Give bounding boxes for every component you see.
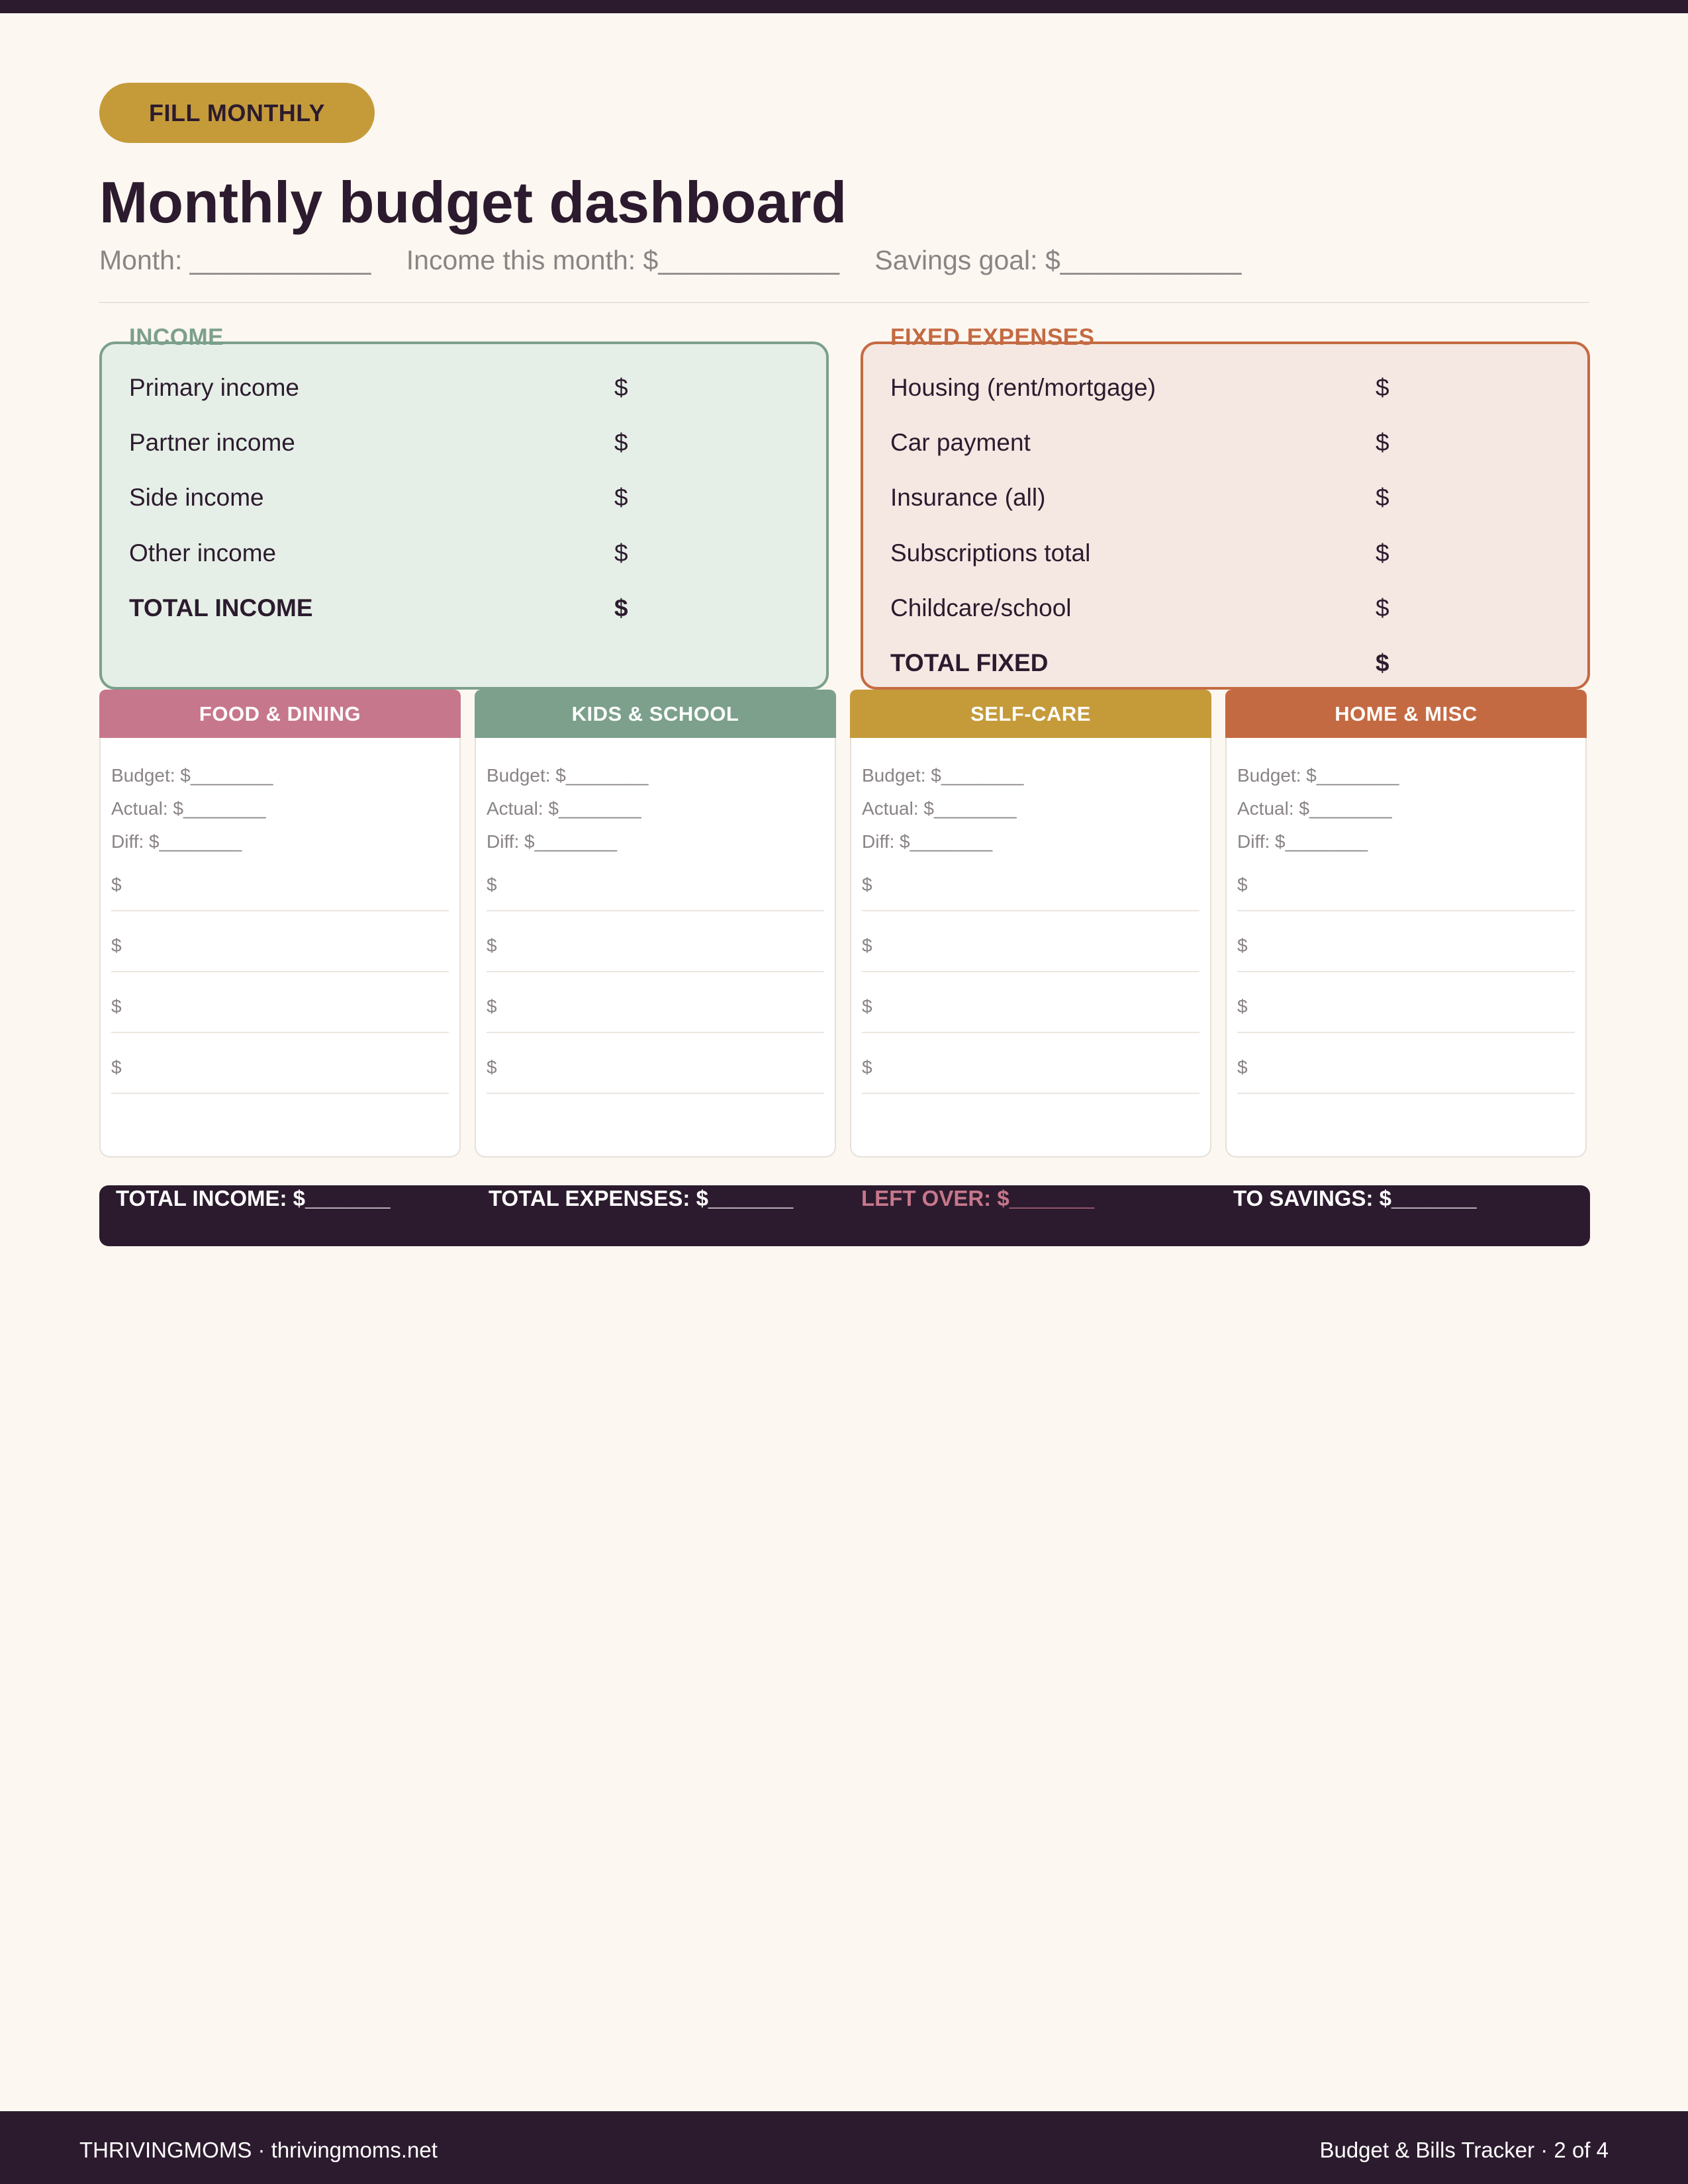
entry-dollar-sign: $ [862, 935, 872, 956]
category-actual-field[interactable]: Actual: $________ [487, 798, 641, 819]
fixed-row-childcare[interactable] [890, 594, 1389, 622]
category-budget-field[interactable]: Budget: $________ [862, 765, 1024, 786]
income-row-side[interactable] [129, 484, 628, 512]
page-title: Monthly budget dashboard [99, 169, 847, 235]
category-entry-line[interactable] [1237, 874, 1575, 911]
category-diff-field[interactable]: Diff: $________ [862, 831, 993, 852]
category-actual-field[interactable]: Actual: $________ [1237, 798, 1392, 819]
entry-dollar-sign: $ [111, 996, 122, 1017]
fixed-row-insurance[interactable] [890, 484, 1389, 512]
income-row-label: Other income [129, 539, 277, 567]
category-header-food-dining: FOOD & DINING [99, 690, 461, 738]
income-row-dollar: $ [614, 484, 628, 511]
fixed-row-label: Car payment [890, 429, 1031, 456]
fixed-total-label: TOTAL FIXED [890, 649, 1049, 676]
entry-dollar-sign: $ [111, 935, 122, 956]
category-budget-field[interactable]: Budget: $________ [1237, 765, 1399, 786]
entry-dollar-sign: $ [111, 1057, 122, 1077]
entry-dollar-sign: $ [487, 1057, 497, 1077]
income-row-primary[interactable] [129, 374, 628, 402]
category-entry-line[interactable] [487, 874, 824, 911]
category-diff-field[interactable]: Diff: $________ [487, 831, 618, 852]
category-budget-field[interactable]: Budget: $________ [487, 765, 649, 786]
income-row-other[interactable] [129, 539, 628, 567]
fill-monthly-badge: FILL MONTHLY [99, 83, 375, 143]
fixed-row-housing[interactable] [890, 374, 1389, 402]
entry-dollar-sign: $ [487, 935, 497, 956]
category-entry-line[interactable] [862, 935, 1199, 972]
income-row-dollar: $ [614, 539, 628, 567]
entry-dollar-sign: $ [862, 1057, 872, 1077]
income-row-partner[interactable] [129, 429, 628, 457]
income-section-label: INCOME [129, 324, 224, 350]
category-diff-field[interactable]: Diff: $________ [1237, 831, 1368, 852]
to-savings-summary[interactable]: TO SAVINGS: $_______ [1233, 1186, 1477, 1210]
entry-dollar-sign: $ [1237, 1057, 1248, 1077]
fixed-row-dollar: $ [1376, 374, 1389, 401]
category-entry-line[interactable] [111, 935, 449, 972]
fixed-row-label: Childcare/school [890, 594, 1072, 621]
entry-dollar-sign: $ [487, 874, 497, 895]
fixed-total-dollar: $ [1376, 649, 1389, 676]
income-total-dollar: $ [614, 594, 628, 621]
fixed-row-label: Subscriptions total [890, 539, 1091, 567]
left-over-summary[interactable]: LEFT OVER: $_______ [861, 1186, 1095, 1210]
income-row-label: Side income [129, 484, 264, 511]
category-entry-line[interactable] [862, 1057, 1199, 1094]
income-total-label: TOTAL INCOME [129, 594, 313, 621]
footer-page-info: Budget & Bills Tracker · 2 of 4 [1319, 2138, 1609, 2162]
category-header-kids-school: KIDS & SCHOOL [475, 690, 836, 738]
category-entry-line[interactable] [111, 996, 449, 1033]
category-entry-line[interactable] [862, 874, 1199, 911]
category-entry-line[interactable] [862, 996, 1199, 1033]
category-header-self-care: SELF-CARE [850, 690, 1211, 738]
entry-dollar-sign: $ [1237, 935, 1248, 956]
entry-dollar-sign: $ [1237, 874, 1248, 895]
category-card-kids-school [475, 738, 836, 1158]
category-card-food-dining [99, 738, 461, 1158]
category-entry-line[interactable] [487, 996, 824, 1033]
income-this-month-field[interactable]: Income this month: $____________ [406, 245, 839, 275]
entry-dollar-sign: $ [862, 874, 872, 895]
month-field[interactable]: Month: ____________ [99, 245, 371, 275]
entry-dollar-sign: $ [862, 996, 872, 1017]
category-card-self-care [850, 738, 1211, 1158]
savings-goal-field[interactable]: Savings goal: $____________ [874, 245, 1242, 275]
category-entry-line[interactable] [1237, 935, 1575, 972]
fixed-row-dollar: $ [1376, 539, 1389, 567]
category-header-home-misc: HOME & MISC [1225, 690, 1587, 738]
fixed-row-dollar: $ [1376, 429, 1389, 456]
category-card-home-misc [1225, 738, 1587, 1158]
footer-brand: THRIVINGMOMS · thrivingmoms.net [79, 2138, 438, 2162]
income-row-label: Partner income [129, 429, 295, 456]
income-row-dollar: $ [614, 429, 628, 456]
category-entry-line[interactable] [1237, 996, 1575, 1033]
fixed-row-dollar: $ [1376, 594, 1389, 621]
category-entry-line[interactable] [487, 935, 824, 972]
entry-dollar-sign: $ [487, 996, 497, 1017]
fixed-row-car-payment[interactable] [890, 429, 1389, 457]
fixed-row-label: Housing (rent/mortgage) [890, 374, 1156, 401]
income-row-label: Primary income [129, 374, 299, 401]
category-diff-field[interactable]: Diff: $________ [111, 831, 242, 852]
total-expenses-summary[interactable]: TOTAL EXPENSES: $_______ [489, 1186, 794, 1210]
fixed-row-subscriptions[interactable] [890, 539, 1389, 567]
income-row-dollar: $ [614, 374, 628, 401]
category-entry-line[interactable] [111, 1057, 449, 1094]
header-fields [99, 245, 1269, 276]
category-entry-line[interactable] [487, 1057, 824, 1094]
fixed-row-dollar: $ [1376, 484, 1389, 511]
category-budget-field[interactable]: Budget: $________ [111, 765, 273, 786]
entry-dollar-sign: $ [1237, 996, 1248, 1017]
category-actual-field[interactable]: Actual: $________ [862, 798, 1017, 819]
top-bar [0, 0, 1688, 13]
fixed-expenses-section-label: FIXED EXPENSES [890, 324, 1095, 350]
category-entry-line[interactable] [1237, 1057, 1575, 1094]
category-entry-line[interactable] [111, 874, 449, 911]
header-divider [99, 302, 1589, 303]
fixed-row-total[interactable] [890, 649, 1389, 677]
entry-dollar-sign: $ [111, 874, 122, 895]
income-row-total[interactable] [129, 594, 628, 622]
fixed-row-label: Insurance (all) [890, 484, 1046, 511]
total-income-summary[interactable]: TOTAL INCOME: $_______ [116, 1186, 391, 1210]
category-actual-field[interactable]: Actual: $________ [111, 798, 266, 819]
